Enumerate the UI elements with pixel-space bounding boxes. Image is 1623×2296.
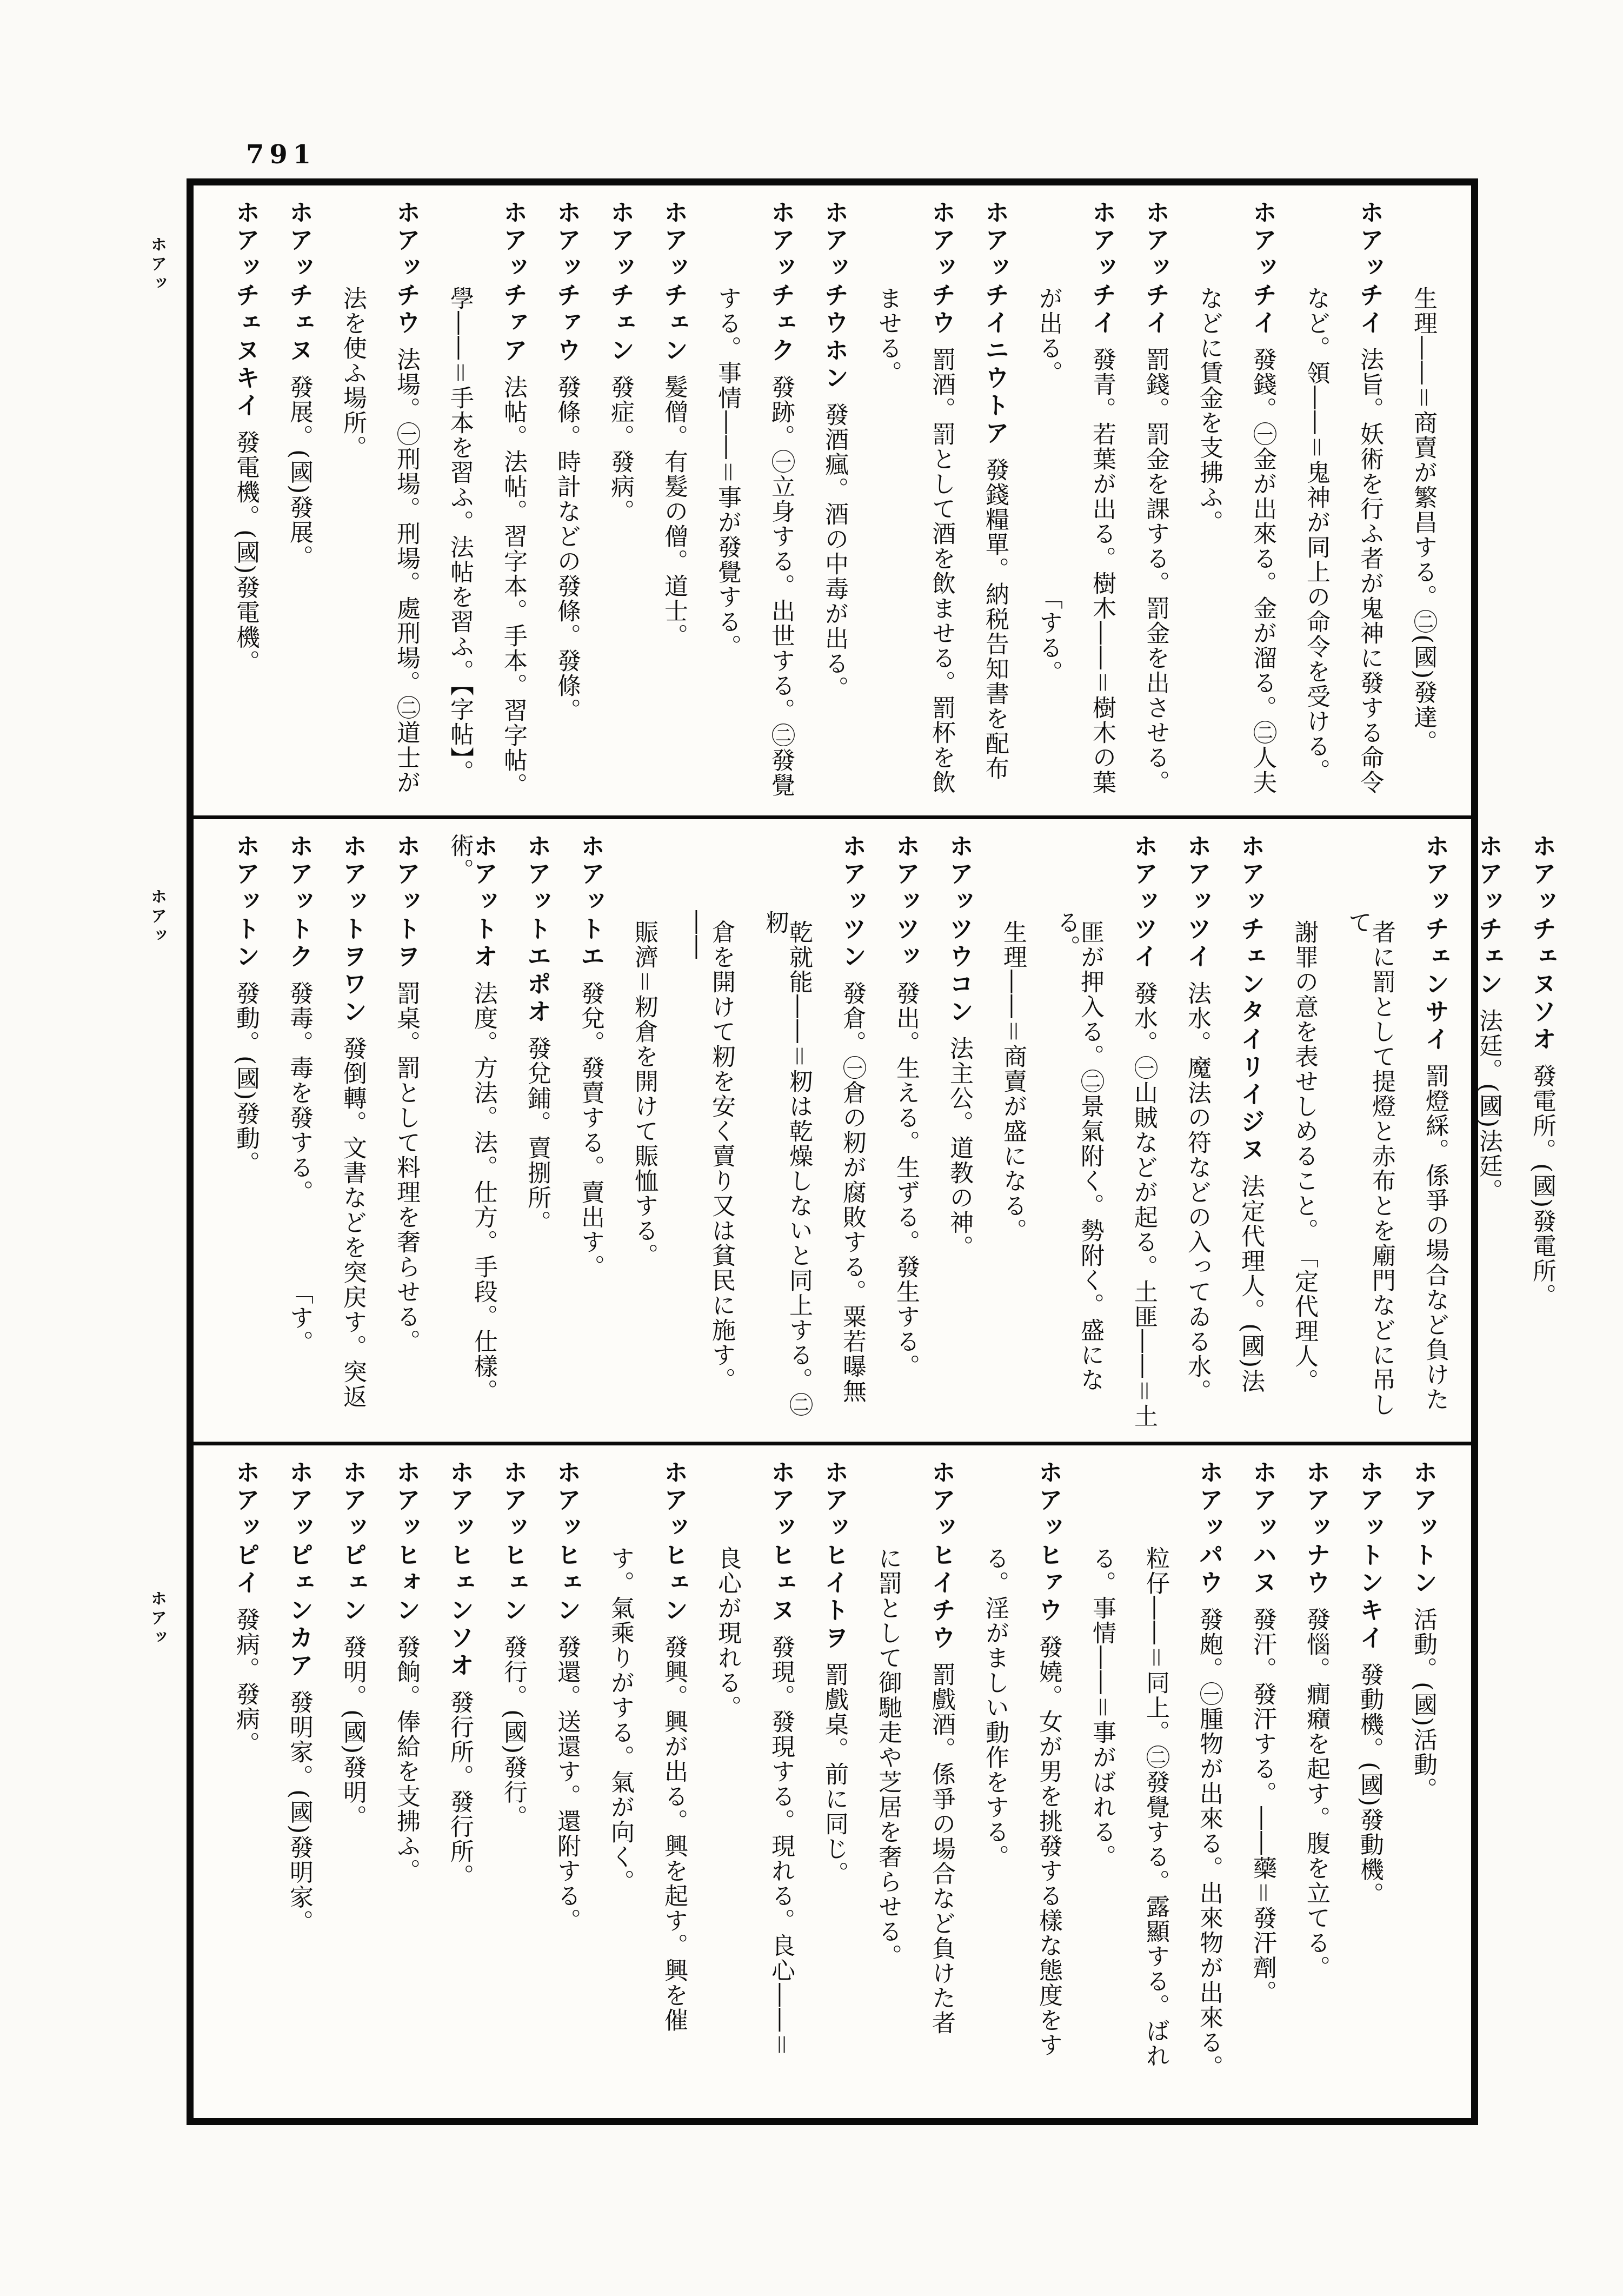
entry-column — [448, 833, 496, 1436]
entry-definition: 罰戲酒。係爭の場合など負けた者 — [928, 1662, 955, 2035]
entry-definition: 發出。生える。生ずる。發生する。 — [892, 981, 920, 1379]
entry-definition: 者に罰として提燈と赤布とを廟門などに吊して — [1344, 910, 1395, 1417]
entry-definition: 發錢糧單。納税告知書を配布 — [981, 457, 1009, 781]
entry-headword: ホアッピイ — [231, 1459, 260, 1597]
entry-definition: 發皰。㊀腫物が出來る。出來物が出來る。 — [1195, 1607, 1223, 2080]
entry-headword: ホアッチェヌキイ — [231, 200, 260, 420]
entry-column — [1236, 833, 1265, 1436]
entry-column — [769, 200, 793, 810]
entry-definition: 發明。(國)發明。 — [339, 1635, 367, 1830]
entry-headword: ホアッチェン — [606, 200, 635, 365]
entry-column — [1355, 1459, 1384, 2113]
entry-definition: 法度。方法。法。仕方。手段。仕樣。術。 — [446, 833, 497, 1404]
entry-definition: 生理――＝商賣が盛になる。 — [999, 920, 1027, 1243]
entry-column — [608, 1459, 633, 2113]
entry-column — [876, 1459, 900, 2113]
entry-definition: る。事情――＝事がばれる。 — [1088, 1546, 1116, 1869]
entry-definition: 粒仔――＝同上。㊁發覺する。露顯する。ばれ — [1142, 1546, 1169, 2068]
entry-headword: ホアッチイ — [1248, 200, 1277, 337]
entry-definition: 法場。㊀刑場。刑場。處刑場。㊁道士が — [393, 347, 420, 795]
entry-definition: 乾就能――＝籾は乾燥しないと同上する。㊁籾 — [761, 910, 813, 1417]
entry-definition: 發惱。癇癪を起す。腹を立てる。 — [1302, 1607, 1330, 1980]
page-number: 791 — [246, 140, 317, 170]
entry-column — [983, 1459, 1007, 2113]
entry-column — [1302, 1459, 1331, 2113]
entry-definition: 謝罪の意を表せしめること。 「定代理人。 — [1291, 920, 1318, 1393]
entry-headword: ホアッヒォン — [392, 1459, 421, 1625]
entry-column — [715, 1459, 740, 2113]
entry-definition: 發還。送還す。還附する。 — [553, 1635, 581, 1933]
entry-column — [662, 1459, 686, 2113]
entry-column — [1143, 200, 1168, 810]
entry-headword: ホアッチェン — [1474, 833, 1503, 999]
entry-column — [231, 833, 260, 1436]
entry-column — [983, 200, 1007, 810]
entry-column — [1292, 833, 1316, 1436]
entry-column — [1036, 200, 1061, 810]
entry-definition: 發病。發病。 — [232, 1607, 260, 1756]
entry-column — [1250, 1459, 1275, 2113]
entry-definition: 發症。發病。 — [607, 375, 634, 524]
entry-column — [555, 200, 579, 810]
entry-column — [1409, 1459, 1438, 2113]
entry-definition: などに賃金を支拂ふ。 — [1195, 286, 1223, 535]
entry-column — [763, 833, 811, 1436]
entry-headword: ホアッチウ — [927, 200, 956, 337]
entry-column — [929, 1459, 954, 2113]
entry-definition: 發毒。毒を發する。 「す。 — [285, 981, 313, 1355]
entry-definition: など。領――＝鬼神が同上の命令を受ける。 — [1302, 286, 1330, 784]
entry-definition: 活動。(國)活動。 — [1409, 1607, 1437, 1802]
entry-definition: 匪が押入る。㊁景氣附く。勢附く。盛になる。 — [1053, 910, 1104, 1392]
entry-definition: 發汗。發汗する。――藥＝發汗劑。 — [1249, 1607, 1276, 2005]
entry-headword: ホアッツイ — [1129, 833, 1158, 971]
entry-definition: 發展。(國)發展。 — [285, 375, 313, 570]
entry-column — [822, 200, 847, 810]
entry-headword: ホアッヒェン — [499, 1459, 528, 1625]
entry-headword: ホアッヒェン — [553, 1459, 581, 1625]
entry-column — [501, 200, 526, 810]
entry-definition: 發現。發現する。現れる。良心――＝ — [767, 1635, 795, 2058]
margin-guide-word-bottom: ホアッ — [148, 1590, 167, 1648]
entry-column — [1197, 200, 1221, 810]
entry-definition: 發水。㊀山賊などが起る。土匪――＝土 — [1130, 981, 1158, 1429]
entry-column — [838, 833, 867, 1436]
entry-column — [445, 1459, 474, 2113]
entry-headword: ホアットエポオ — [523, 833, 551, 1026]
entry-definition: 法旨。妖術を行ふ者が鬼神に發する命令 — [1356, 347, 1383, 795]
entry-column — [578, 833, 603, 1436]
entry-column — [231, 1459, 260, 2113]
entry-headword: ホアッヒェンソオ — [445, 1459, 474, 1680]
entry-definition: 法定代理人。(國)法 — [1237, 1174, 1265, 1394]
entry-headword: ホアッヒイトヲ — [820, 1459, 849, 1653]
entry-definition: 發行所。發行所。 — [446, 1690, 474, 1889]
entry-column — [338, 1459, 367, 2113]
entry-definition: 發青。若葉が出る。樹木――＝樹木の葉 — [1088, 347, 1116, 795]
entry-headword: ホアッチウ — [392, 200, 421, 337]
entry-column — [448, 200, 472, 810]
entry-headword: ホアッツイ — [1183, 833, 1212, 971]
entry-headword: ホアットン — [1409, 1459, 1438, 1597]
entry-headword: ホアッチァア — [499, 200, 528, 365]
entry-headword: ホアッチェヌソオ — [1528, 833, 1557, 1054]
entry-definition: 發行。(國)發行。 — [500, 1635, 527, 1830]
entry-column — [715, 200, 740, 810]
entry-column — [1423, 833, 1447, 1436]
entry-definition: が出る。 「する。 — [1035, 286, 1062, 685]
entry-column — [1304, 200, 1328, 810]
entry-column — [1528, 833, 1557, 1436]
entry-headword: ホアットンキイ — [1355, 1459, 1384, 1653]
entry-column — [1250, 200, 1275, 810]
entry-headword: ホアッチェンサイ — [1421, 833, 1449, 1054]
entry-definition: に罰として御馳走や芝居を奢らせる。 — [874, 1546, 902, 1969]
band-1 — [194, 185, 1471, 815]
entry-definition: 法水。魔法の符などの入ってゐる水。 — [1183, 981, 1211, 1404]
entry-definition: 發兌鋪。賣捌所。 — [523, 1036, 551, 1235]
entry-column — [1411, 200, 1435, 810]
entry-definition: 發兌。發賣する。賣出す。 — [577, 981, 604, 1279]
entry-column — [1090, 200, 1114, 810]
entry-definition: ませる。 — [874, 286, 902, 386]
entry-column — [1054, 833, 1102, 1436]
entry-headword: ホアットエ — [576, 833, 605, 971]
entry-definition: 發嬈。女が男を挑發する樣な態度をす — [1035, 1635, 1062, 2058]
entry-headword: ホアットヲ — [392, 833, 421, 971]
entry-column — [392, 200, 421, 810]
band-1-columns — [204, 200, 1435, 810]
entry-column — [1129, 833, 1158, 1436]
entry-headword: ホアットン — [231, 833, 260, 971]
entry-definition: 罰桌。罰として料理を奢らせる。 — [393, 981, 420, 1354]
entry-column — [231, 200, 260, 810]
entry-headword: ホアッチイ — [1141, 200, 1170, 337]
entry-definition: 罰戲桌。前に同じ。 — [821, 1662, 848, 1886]
entry-column — [392, 1459, 421, 2113]
entry-definition: 發錢。㊀金が出來る。金が溜る。㊁人夫 — [1249, 347, 1276, 795]
entry-definition: 法主公。道教の神。 — [946, 1036, 973, 1260]
entry-definition: 發明家。(國)發明家。 — [285, 1690, 313, 1935]
entry-headword: ホアッヒェン — [660, 1459, 688, 1625]
entry-column — [608, 200, 633, 810]
entry-column — [876, 200, 900, 810]
entry-headword: ホアッヒェヌ — [767, 1459, 795, 1625]
entry-definition: 發倉。㊀倉の籾が腐敗する。粟若曝無 — [839, 981, 866, 1404]
entry-definition: 發跡。㊀立身する。出世する。㊁發覺 — [767, 375, 795, 798]
entry-column — [285, 833, 314, 1436]
entry-column — [341, 200, 365, 810]
entry-column — [1476, 833, 1501, 1436]
entry-column — [662, 200, 686, 810]
entry-definition: する。事情――＝事が發覺する。 — [714, 286, 741, 659]
entry-definition: 發電所。(國)發電所。 — [1528, 1064, 1556, 1309]
entry-headword: ホアッチェヌ — [285, 200, 314, 365]
entry-column — [894, 833, 918, 1436]
entry-definition: す。氣乘りがする。氣が向く。 — [607, 1546, 634, 1894]
entry-column — [929, 200, 954, 810]
entry-definition: 賑濟＝籾倉を開けて賑恤する。 — [630, 920, 658, 1268]
entry-definition: 發倒轉。文書などを突戻す。突返 — [339, 1036, 367, 1409]
entry-column — [1143, 1459, 1168, 2113]
entry-headword: ホアッチイ — [1088, 200, 1116, 337]
page-frame — [187, 178, 1557, 2125]
band-2-columns — [204, 833, 1557, 1436]
entry-column — [338, 833, 367, 1436]
entry-headword: ホアッツウコン — [945, 833, 974, 1026]
entry-definition: 罰燈綵。係爭の場合など負けた — [1421, 1064, 1449, 1412]
band-2 — [194, 815, 1557, 1442]
entry-column — [1183, 833, 1212, 1436]
entry-definition: 學――＝手本を習ふ。法帖を習ふ。【字帖】。 — [446, 286, 474, 785]
entry-column — [1346, 833, 1394, 1436]
entry-column — [285, 1459, 314, 2113]
entry-definition: 發條。時計などの發條。發條。 — [553, 375, 581, 723]
entry-headword: ホアッチウホン — [820, 200, 849, 393]
entry-column — [392, 833, 421, 1436]
band-3 — [194, 1442, 1471, 2118]
entry-definition: 發電機。(國)發電機。 — [232, 430, 260, 675]
entry-headword: ホアッチェン — [660, 200, 688, 365]
entry-headword: ホアットヲワン — [338, 833, 367, 1026]
entry-headword: ホアットオ — [469, 833, 498, 971]
entry-column — [1197, 1459, 1221, 2113]
entry-definition: 法廷。(國)法廷。 — [1475, 1008, 1502, 1204]
entry-headword: ホアッパウ — [1195, 1459, 1223, 1597]
entry-column — [686, 833, 734, 1436]
entry-definition: 法帖。法帖。習字本。手本。習字帖。 — [500, 375, 527, 798]
entry-definition: 髮僧。有髮の僧。道士。 — [660, 375, 688, 648]
entry-column — [501, 1459, 526, 2113]
entry-definition: 發興。興が出る。興を起す。興を催 — [660, 1635, 688, 2033]
entry-headword: ホアッハヌ — [1248, 1459, 1277, 1597]
entry-column — [1355, 200, 1384, 810]
entry-column — [822, 1459, 847, 2113]
entry-column — [632, 833, 656, 1436]
band-3-columns — [204, 1459, 1438, 2113]
entry-definition: 法を使ふ場所。 — [339, 286, 367, 460]
entry-headword: ホアッヒァウ — [1034, 1459, 1063, 1625]
entry-column — [555, 1459, 579, 2113]
entry-column — [1090, 1459, 1114, 2113]
margin-guide-word-top: ホアッ — [148, 236, 167, 294]
entry-headword: ホアッチイ — [1355, 200, 1384, 337]
entry-definition: 生理――＝商賣が繁昌する。㊁(國)發達。 — [1409, 286, 1437, 755]
entry-headword: ホアットク — [285, 833, 314, 971]
entry-headword: ホアッピェン — [338, 1459, 367, 1625]
entry-definition: 倉を開けて籾を安く賣り又は貧民に施す。―― — [684, 910, 735, 1392]
entry-headword: ホアッツン — [838, 833, 867, 971]
entry-headword: ホアッチェク — [767, 200, 795, 365]
entry-headword: ホアッチァウ — [553, 200, 581, 365]
entry-column — [769, 1459, 793, 2113]
entry-column — [947, 833, 972, 1436]
entry-definition: 發動。(國)發動。 — [232, 981, 260, 1176]
entry-definition: 罰酒。罰として酒を飲ませる。罰杯を飲 — [928, 347, 955, 795]
entry-headword: ホアッチェンタイリイジヌ — [1236, 833, 1265, 1164]
entry-headword: ホアッピェンカア — [285, 1459, 314, 1680]
entry-column — [525, 833, 549, 1436]
entry-headword: ホアッツッ — [892, 833, 920, 971]
entry-headword: ホアッヒイチウ — [927, 1459, 956, 1653]
entry-definition: る。淫がましい動作をする。 — [981, 1546, 1009, 1869]
entry-definition: 罰錢。罰金を課する。罰金を出させる。 — [1142, 347, 1169, 795]
entry-definition: 良心が現れる。 — [714, 1546, 741, 1720]
entry-column — [1036, 1459, 1061, 2113]
entry-column — [285, 200, 314, 810]
margin-guide-word-middle: ホアッ — [148, 888, 167, 946]
entry-definition: 發動機。(國)發動機。 — [1356, 1662, 1383, 1907]
entry-definition: 發酒瘋。酒の中毒が出る。 — [821, 402, 848, 701]
entry-headword: ホアッチイニウトア — [981, 200, 1009, 448]
entry-column — [1001, 833, 1025, 1436]
entry-definition: 發餉。俸給を支拂ふ。 — [393, 1635, 420, 1883]
entry-headword: ホアッナウ — [1302, 1459, 1331, 1597]
